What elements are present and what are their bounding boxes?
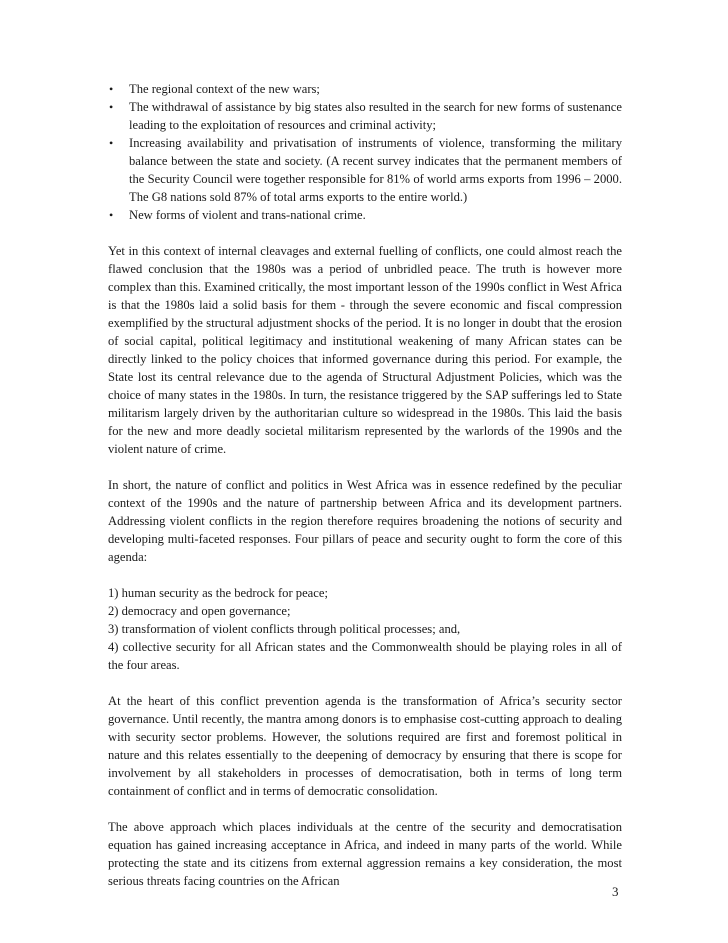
paragraph-unbridled-peace: Yet in this context of internal cleavages and external fuelling of conflicts, one could almost reach the flawed conclusion that the 1980s was a period of unbridled peace. The truth is however more complex than this. Examined critically, the most important lesson of the 1990s conflict in West Africa is that the 1980s laid a solid basis for them - through the severe economic and fiscal compression exemplified by the structural adjustment shocks of the period. It is no longer in doubt that the erosion of social capital, political legitimacy and institutional weakening of many African states can be directly linked to the policy choices that informed governance during this period. For example, the State lost its central relevance due to the agenda of Structural Adjustment Policies, which was the choice of many states in the 1980s. In turn, the resistance triggered by the SAP sufferings led to State militarism largely driven by the authoritarian culture so widespread in the 1980s. This laid the basis for the new and more deadly societal militarism represented by the warlords of the 1990s and the violent nature of crime. — [108, 244, 622, 456]
bullet-item — [108, 134, 622, 206]
pillar-item: 2) democracy and open governance; — [108, 604, 291, 618]
bullet-item — [108, 206, 622, 224]
pillar-item: 3) transformation of violent conflicts through political processes; and, — [108, 622, 461, 636]
bullet-text: Increasing availability and privatisation of instruments of violence, transforming the military balance between the state and society. (A recent survey indicates that the permanent members of the Security Council were together responsible for 81% of world arms exports from 1996 – 2000. The G8 nations sold 87% of total arms exports to the entire world.) — [129, 136, 622, 204]
bullet-text: New forms of violent and trans-national crime. — [129, 208, 366, 222]
bullet-list — [108, 80, 622, 224]
pillars-list — [108, 584, 622, 674]
bullet-icon: • — [109, 100, 114, 114]
paragraph-above-approach: The above approach which places individuals at the centre of the security and democratisation equation has gained increasing acceptance in Africa, and indeed in many parts of the world. While protecting the state and its citizens from external aggression remains a key consideration, the most serious threats facing countries on the African — [108, 820, 622, 888]
bullet-item — [108, 80, 622, 98]
bullet-icon: • — [109, 82, 114, 96]
bullet-text: The withdrawal of assistance by big states also resulted in the search for new forms of sustenance leading to the exploitation of resources and criminal activity; — [129, 100, 622, 132]
paragraph-in-short: In short, the nature of conflict and politics in West Africa was in essence redefined by the peculiar context of the 1990s and the nature of partnership between Africa and its development partners. Addressing violent conflicts in the region therefore requires broadening the notions of security and developing multi-faceted responses. Four pillars of peace and security ought to form the core of this agenda: — [108, 478, 622, 564]
page-number: 3 — [612, 884, 619, 899]
bullet-item — [108, 98, 622, 134]
bullet-icon: • — [109, 208, 114, 222]
page-body — [108, 80, 622, 890]
pillar-item: 4) collective security for all African states and the Commonwealth should be playing roles in all of the four areas. — [108, 640, 622, 672]
bullet-icon: • — [109, 136, 114, 150]
pillar-item: 1) human security as the bedrock for peace; — [108, 586, 328, 600]
bullet-text: The regional context of the new wars; — [129, 82, 320, 96]
paragraph-heart-of-agenda: At the heart of this conflict prevention agenda is the transformation of Africa’s security sector governance. Until recently, the mantra among donors is to emphasise cost-cutting approach to dealing with security sector problems. However, the solutions required are first and foremost political in nature and this relates essentially to the deepening of democracy by ensuring that there is scope for involvement by all stakeholders in processes of democratisation, both in terms of long term containment of conflict and in terms of democratic consolidation. — [108, 694, 622, 798]
